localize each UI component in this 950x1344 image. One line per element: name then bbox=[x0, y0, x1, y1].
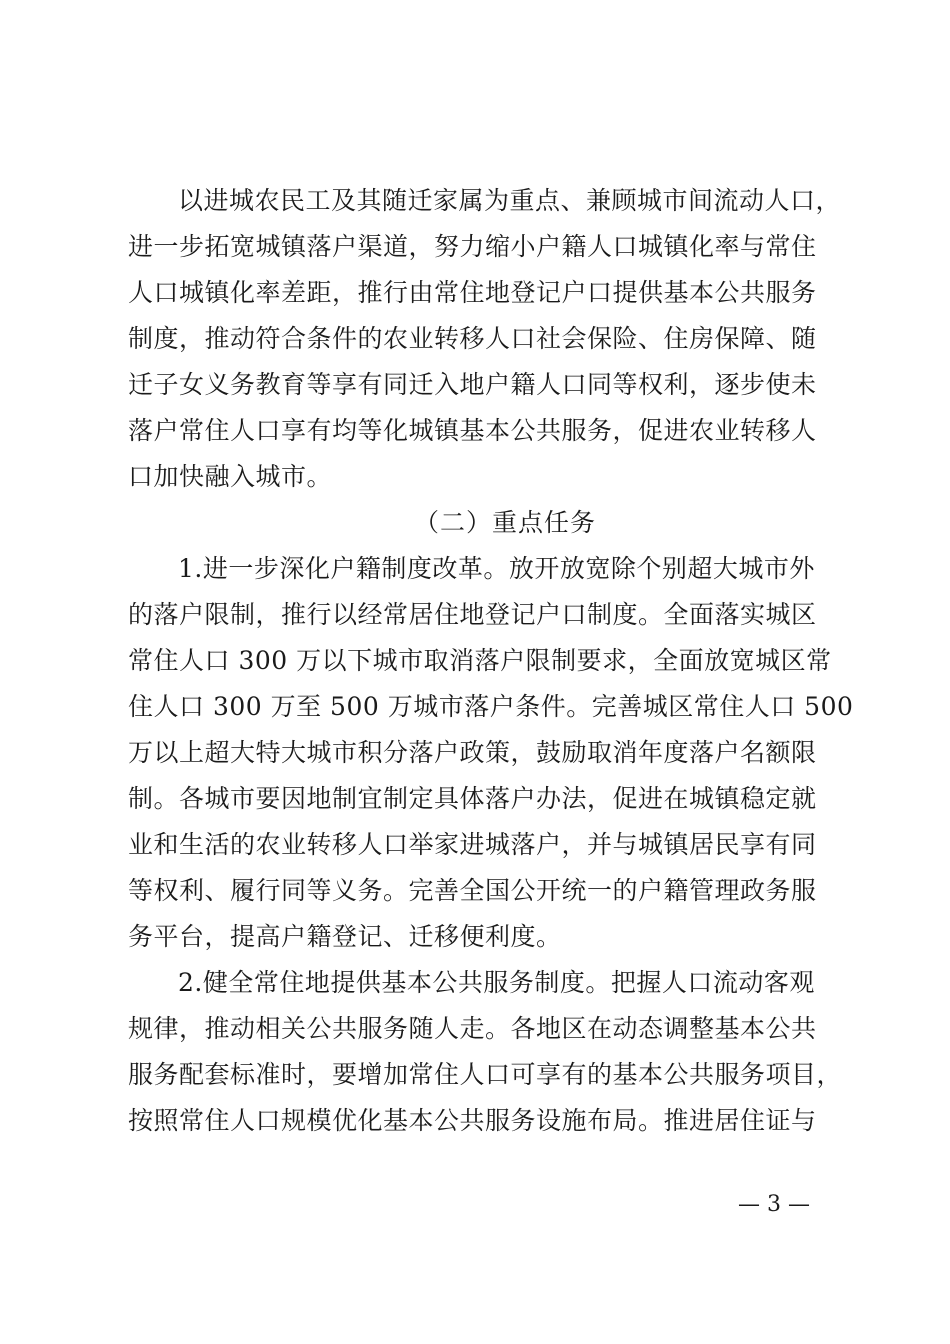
paragraph-line: 等权利、履行同等义务。完善全国公开统一的户籍管理政务服 bbox=[128, 876, 817, 905]
section-heading: （二）重点任务 bbox=[414, 508, 597, 537]
paragraph-line: 人口城镇化率差距，推行由常住地登记户口提供基本公共服务 bbox=[128, 278, 817, 307]
page-number: — 3 — bbox=[738, 1192, 810, 1217]
paragraph-line: 务平台，提高户籍登记、迁移便利度。 bbox=[128, 922, 562, 951]
paragraph-line: 1.进一步深化户籍制度改革。放开放宽除个别超大城市外 bbox=[178, 554, 815, 583]
paragraph-line: 规律，推动相关公共服务随人走。各地区在动态调整基本公共 bbox=[128, 1014, 817, 1043]
paragraph-line: 服务配套标准时，要增加常住人口可享有的基本公共服务项目， bbox=[128, 1060, 843, 1089]
paragraph-line: 制度，推动符合条件的农业转移人口社会保险、住房保障、随 bbox=[128, 324, 817, 353]
paragraph-line: 万以上超大特大城市积分落户政策，鼓励取消年度落户名额限 bbox=[128, 738, 817, 767]
paragraph-line: 2.健全常住地提供基本公共服务制度。把握人口流动客观 bbox=[178, 968, 815, 997]
paragraph-line: 常住人口 300 万以下城市取消落户限制要求，全面放宽城区常 bbox=[128, 646, 832, 675]
paragraph-line: 的落户限制，推行以经常居住地登记户口制度。全面落实城区 bbox=[128, 600, 817, 629]
paragraph-line: 以进城农民工及其随迁家属为重点、兼顾城市间流动人口， bbox=[178, 186, 842, 215]
paragraph-line: 业和生活的农业转移人口举家进城落户，并与城镇居民享有同 bbox=[128, 830, 817, 859]
paragraph-line: 按照常住人口规模优化基本公共服务设施布局。推进居住证与 bbox=[128, 1106, 817, 1135]
paragraph-line: 进一步拓宽城镇落户渠道，努力缩小户籍人口城镇化率与常住 bbox=[128, 232, 817, 261]
paragraph-line: 迁子女义务教育等享有同迁入地户籍人口同等权利，逐步使未 bbox=[128, 370, 817, 399]
paragraph-line: 住人口 300 万至 500 万城市落户条件。完善城区常住人口 500 bbox=[128, 692, 854, 721]
paragraph-line: 制。各城市要因地制宜制定具体落户办法，促进在城镇稳定就 bbox=[128, 784, 817, 813]
paragraph-line: 口加快融入城市。 bbox=[128, 462, 333, 491]
paragraph-line: 落户常住人口享有均等化城镇基本公共服务，促进农业转移人 bbox=[128, 416, 817, 445]
